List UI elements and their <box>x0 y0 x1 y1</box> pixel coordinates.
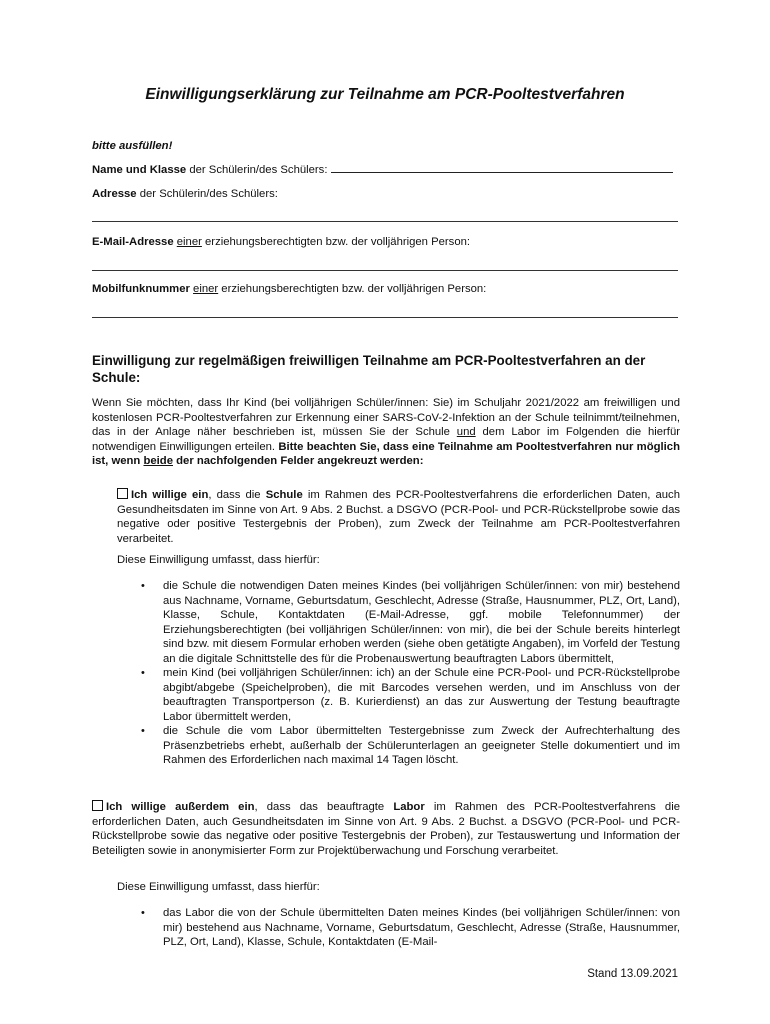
list-item: • das Labor die von der Schule übermittelten Daten meines Kindes (bei volljährigen Schüler/innen: von mir) bestehend aus Nachname, Vorname, Geburtsdatum, Geschlecht, Adresse (Straße, Hausnummer, PLZ, Ort, Land), Klasse, Schule, Kontaktdaten (E-Mail- <box>163 906 680 950</box>
intro-und: und <box>456 426 476 438</box>
mobile-label: Mobilfunknummer <box>92 283 190 295</box>
consent-lab-text-b: im Rahmen des PCR-Pooltestverfahrens die erforderlichen Daten, auch Gesundheitsdaten im Sinne von Art. 9 Abs. 2 Buchst. a DSGVO (PCR-Pool- und PCR-Rückstellprobe sowie das negative oder positive Testergebnis der Proben), zur Testauswertung und Information der Beteiligten sowie in anonymisierter Form zur Projektüberwachung und Forschung verarbeitet. <box>92 801 680 857</box>
footer-date: Stand 13.09.2021 <box>587 968 678 980</box>
list-item: • die Schule die notwendigen Daten meines Kindes (bei volljährigen Schüler/innen: von mir) bestehend aus Nachname, Vorname, Geburtsdatum, Geschlecht, Adresse (Straße, Hausnummer, PLZ, Ort, Land), Klasse, Schule, Kontaktdaten (E-Mail-Adresse, ggf. mobile Telefonnummer) der Erziehungsberechtigten (bei volljährigen Schüler/innen: von mir), die bei der Schule bereits hinterlegt sind bzw. mit diesem Formular erhoben werden (siehe oben getätigte Angaben), im Vorfeld der Testung an die digitale Schnittstelle des für die Probenauswertung beauftragten Labors übermittelt, <box>163 579 680 666</box>
consent-school-lead: Ich willige ein <box>131 489 209 501</box>
consent-school-schule: Schule <box>265 489 303 501</box>
document-title: Einwilligungserklärung zur Teilnahme am PCR-Pooltestverfahren <box>145 86 625 103</box>
email-label: E-Mail-Adresse <box>92 236 174 248</box>
address-input-line[interactable] <box>92 221 678 222</box>
consent-lab-labor: Labor <box>393 801 425 813</box>
consent-lab-bullets <box>163 906 680 950</box>
mobile-label-rest: erziehungsberechtigten bzw. der volljährigen Person: <box>218 283 487 295</box>
consent-school-paragraph <box>117 488 680 546</box>
intro-beide: beide <box>143 455 173 467</box>
mobile-input-line[interactable] <box>92 317 678 318</box>
email-input-line[interactable] <box>92 270 678 271</box>
consent-lab-scope: Diese Einwilligung umfasst, dass hierfür: <box>117 881 320 893</box>
intro-bold-2: der nachfolgenden Felder angekreuzt werden: <box>173 455 424 467</box>
consent-school-scope: Diese Einwilligung umfasst, dass hierfür: <box>117 554 320 566</box>
mobile-field <box>92 282 486 297</box>
name-class-field <box>92 163 682 178</box>
address-label: Adresse <box>92 188 137 200</box>
section-heading: Einwilligung zur regelmäßigen freiwilligen Teilnahme am PCR-Pooltestverfahren an der Schule: <box>92 353 646 385</box>
intro-bold-1: Bitte beachten Sie, dass eine Teilnahme am Pooltestverfahren nur möglich ist, wenn <box>92 440 680 467</box>
name-class-label: Name und Klasse <box>92 164 187 176</box>
list-item: • mein Kind (bei volljährigen Schüler/innen: ich) an der Schule eine PCR-Pool- und PCR-Rückstellprobe abgibt/abgebe (Speichelproben), die mit Barcodes versehen werden, und im Anschluss von der beauftragten Transportperson (z. B. Kurierdienst) an das zur Auswertung der Testung beauftragte Labor übermittelt werden, <box>163 666 680 724</box>
name-class-input-line[interactable] <box>331 172 673 173</box>
consent-lab-checkbox[interactable] <box>92 800 103 811</box>
consent-school-bullets <box>163 579 680 768</box>
list-item: • die Schule die vom Labor übermittelten Testergebnisse zum Zweck der Aufrechterhaltung des Präsenzbetriebs erhebt, außerhalb der Schülerunterlagen an geeigneter Stelle dokumentiert und im Rahmen des Erforderlichen nach maximal 14 Tagen löscht. <box>163 724 680 768</box>
consent-school-text-b: im Rahmen des PCR-Pooltestverfahrens die erforderlichen Daten, auch Gesundheitsdaten im Sinne von Art. 9 Abs. 2 Buchst. a DSGVO (PCR-Pool- und PCR-Rückstellprobe sowie das negative oder positive Testergebnis der Proben), zum Zweck der Teilnahme am PCR-Pooltestverfahren verarbeitet. <box>117 489 680 545</box>
email-label-rest: erziehungsberechtigten bzw. der volljährigen Person: <box>201 236 471 248</box>
intro-paragraph <box>92 396 680 469</box>
consent-school-checkbox[interactable] <box>117 488 128 499</box>
consent-lab-text-a: , dass das beauftragte <box>254 801 394 813</box>
consent-school-text-a: , dass die <box>208 489 266 501</box>
email-field <box>92 235 470 250</box>
name-class-label-rest: der Schülerin/des Schülers: <box>186 164 328 176</box>
fill-hint: bitte ausfüllen! <box>92 140 173 152</box>
mobile-label-einer: einer <box>193 283 219 295</box>
address-field <box>92 187 278 202</box>
consent-lab-lead: Ich willige außerdem ein <box>106 801 255 813</box>
intro-text-2: dem Labor im Folgenden die hierfür notwendigen Einwilligungen erteilen. <box>92 426 680 453</box>
email-label-einer: einer <box>176 236 202 248</box>
intro-text-1: Wenn Sie möchten, dass Ihr Kind (bei volljährigen Schüler/innen: Sie) im Schuljahr 2021/2022 am freiwilligen und kostenlosen PCR-Pooltestverfahren zur Erkennung einer SARS-CoV-2-Infektion an der Schule teilnimmt/teilnehmen, das in der Anlage näher beschrieben ist, müssen Sie der Schule <box>92 397 680 438</box>
consent-lab-paragraph <box>92 800 680 858</box>
address-label-rest: der Schülerin/des Schülers: <box>136 188 278 200</box>
